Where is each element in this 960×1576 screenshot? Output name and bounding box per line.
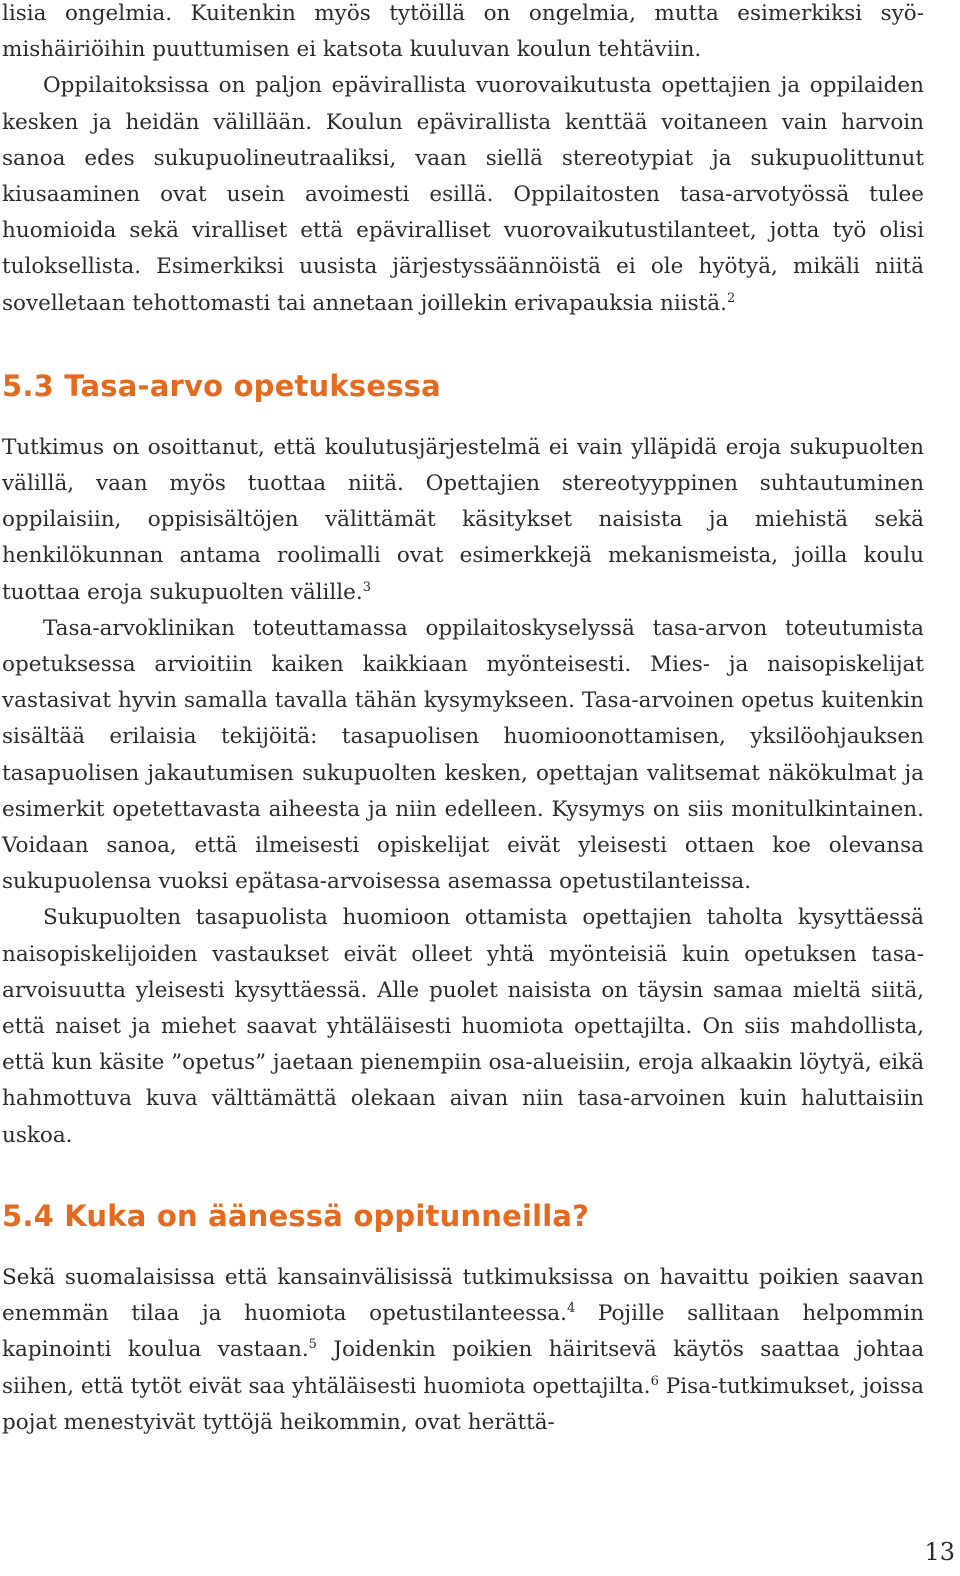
section-heading: 5.4 Kuka on äänessä oppitunneilla? [2,1198,590,1233]
section-heading: 5.3 Tasa-arvo opetuksessa [2,368,441,403]
paragraph-text: Pisa-tutkimukset, joissa pojat menestyivät tyttöjä heikommin, ovat herättä- [2,1373,924,1435]
body-paragraph [2,900,924,1153]
footnote-marker[interactable]: 2 [726,290,736,306]
footnote-marker[interactable]: 5 [308,1337,317,1353]
paragraph-text: Joidenkin poikien häiritsevä käytös saattaa johtaa siihen, että tytöt eivät saa yhtäläisesti huomiota opettajilta. [2,1337,925,1399]
body-paragraph [2,0,924,68]
footnote-marker[interactable]: 6 [650,1373,659,1389]
body-paragraph [2,430,924,611]
paragraph-text: Pojille sallitaan helpommin kapinointi koulua vastaan. [2,1301,924,1363]
paragraph-text: Tasa-arvoklinikan toteuttamassa oppilaitoskyselyssä tasa-arvon toteutumista opetuksessa arvioitiin kaiken kaikkiaan myönteisesti. Mies- ja naisopiskelijat vastasivat hyvin samalla tavalla tähän kysymykseen. Tasa-arvoinen opetus kuitenkin sisältää erilaisia tekijöitä: tasapuolisen huomioonottamisen, yksilöohjauksen tasapuolisen jakautumisen sukupuolten kesken, opettajan valitsemat näkökulmat ja esimerkit opetettavasta aiheesta ja niin edelleen. Kysymys on siis monitulkintainen. Voidaan sanoa, että ilmeisesti opiskelijat eivät yleisesti ottaen koe olevansa sukupuolensa vuoksi epätasa-arvoisessa asemassa opetustilanteissa. [2,615,924,895]
footnote-marker[interactable]: 3 [362,579,371,595]
page-number: 13 [924,1538,955,1566]
body-paragraph [2,611,924,901]
paragraph-text: Oppilaitoksissa on paljon epävirallista vuorovaikutusta opettajien ja oppilaiden kesken ja heidän välillään. Koulun epävirallista kenttää voitaneen vain harvoin sanoa edes sukupuolineutraaliksi, vaan siellä stereotypiat ja sukupuolittunut kiusaaminen ovat usein avoimesti esillä. Oppilaitosten tasa-arvotyössä tulee huomioida sekä viralliset että epäviralliset vuorovaikutustilanteet, jotta työ olisi tuloksellista. Esimerkiksi uusista järjestyssäännöistä ei ole hyötyä, mikäli niitä sovelletaan tehottomasti tai annetaan joillekin erivapauksia niistä. [2,73,924,316]
paragraph-text: Tutkimus on osoittanut, että koulutusjärjestelmä ei vain ylläpidä eroja sukupuolten välillä, vaan myös tuottaa niitä. Opettajien stereotyyppinen suhtautuminen oppilaisiin, oppisisältöjen välittämät käsitykset naisista ja miehistä sekä henkilökunnan antama roolimalli ovat esimerkkejä mekanismeista, joilla koulu tuottaa eroja sukupuolten välille. [2,434,924,605]
paragraph-text: Sukupuolten tasapuolista huomioon ottamista opettajien taholta kysyttäessä naisopiskelijoiden vastaukset eivät olleet yhtä myönteisiä kuin opetuksen tasa-arvoisuutta yleisesti kysyttäessä. Alle puolet naisista on täysin samaa mieltä siitä, että naiset ja miehet saavat yhtäläisesti huomiota opettajilta. On siis mahdollista, että kun käsite ”opetus” jaetaan pienempiin osa-alueisiin, eroja alkaakin löytyä, eikä hahmottuva kuva välttämättä olekaan aivan niin tasa-arvoinen kuin haluttaisiin uskoa. [2,905,925,1148]
body-paragraph [2,68,924,321]
paragraph-text: lisia ongelmia. Kuitenkin myös tytöillä on ongelmia, mutta esimerkiksi syömishäiriöihin puuttumisen ei katsota kuuluvan koulun tehtäviin. [2,1,924,63]
body-paragraph [2,1260,924,1441]
footnote-marker[interactable]: 4 [566,1301,576,1317]
paragraph-text: Sekä suomalaisissa että kansainvälisissä tutkimuksissa on havaittu poikien saavan enemmän tilaa ja huomiota opetustilanteessa. [2,1264,924,1327]
document-page [2,0,924,1441]
